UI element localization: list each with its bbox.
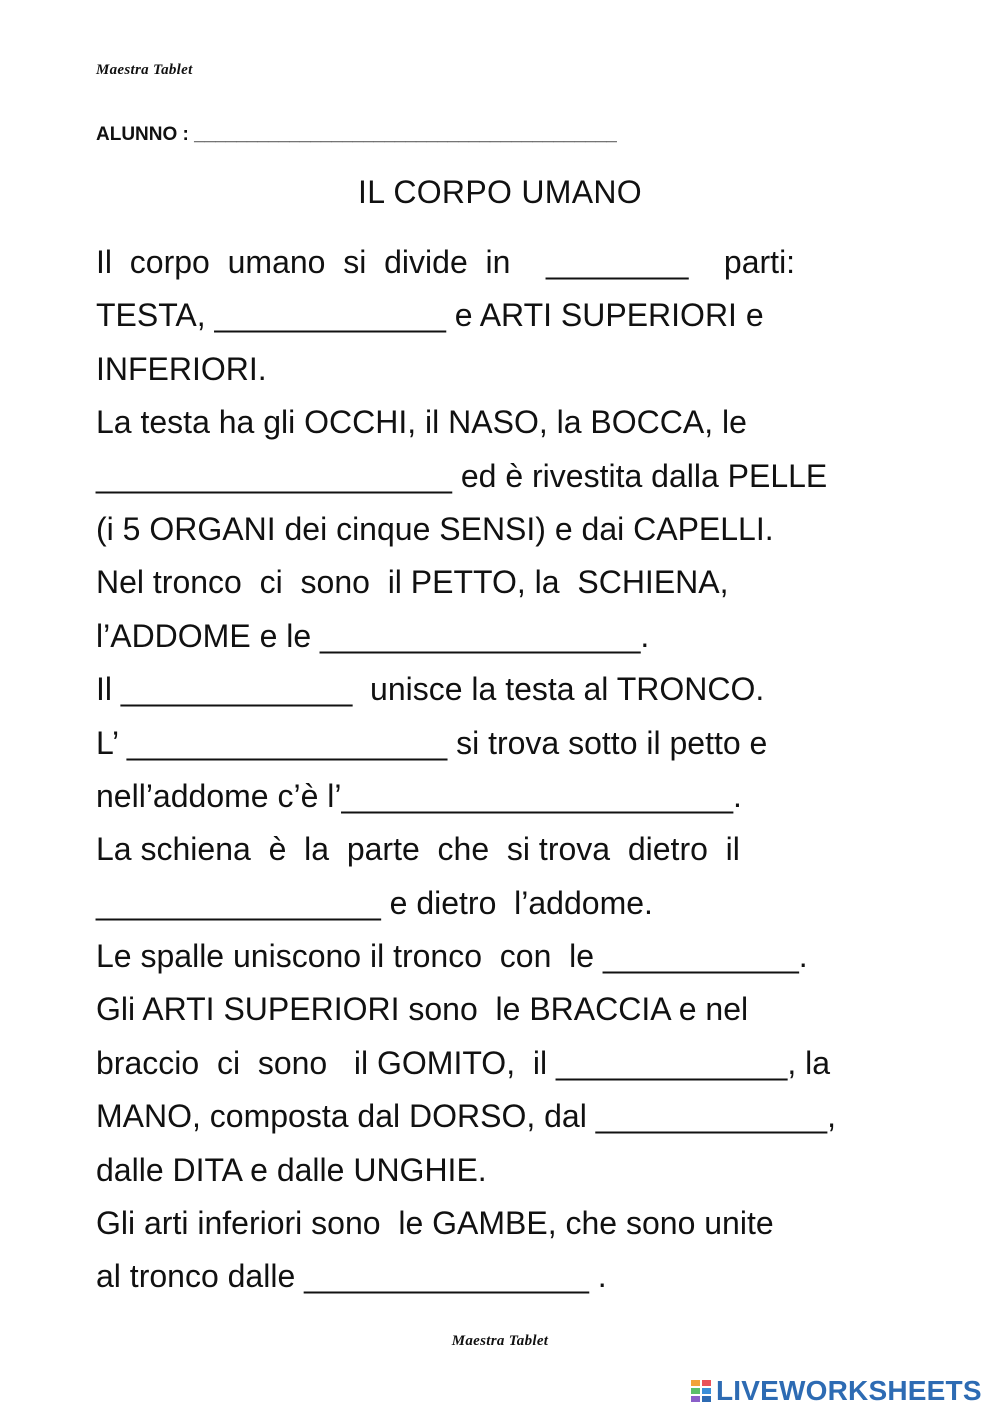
body-line: Gli arti inferiori sono le GAMBE, che sono unite: [96, 1205, 774, 1242]
student-label: ALUNNO :: [96, 124, 195, 145]
body-line: ________________ e dietro l’addome.: [96, 884, 653, 921]
body-line: INFERIORI.: [96, 350, 267, 387]
body-line: Gli ARTI SUPERIORI sono le BRACCIA e nel: [96, 991, 749, 1028]
body-line: TESTA, _____________ e ARTI SUPERIORI e: [96, 297, 764, 334]
body-line: Le spalle uniscono il tronco con le ___________.: [96, 938, 808, 975]
body-line: MANO, composta dal DORSO, dal _____________,: [96, 1098, 836, 1135]
body-line: La testa ha gli OCCHI, il NASO, la BOCCA, le: [96, 404, 747, 441]
body-line: Il corpo umano si divide in ________ parti:: [96, 244, 796, 280]
page-title: IL CORPO UMANO: [358, 174, 642, 210]
body-line: l’ADDOME e le __________________.: [96, 617, 650, 654]
body-line: braccio ci sono il GOMITO, il _____________, la: [96, 1044, 831, 1081]
body-line: Nel tronco ci sono il PETTO, la SCHIENA,: [96, 564, 729, 601]
student-name-blank[interactable]: ________________________________________: [194, 124, 617, 145]
liveworksheets-text: LIVEWORKSHEETS: [716, 1375, 982, 1406]
body-line: Il _____________ unisce la testa al TRONCO.: [96, 671, 765, 708]
body-line: ____________________ ed è rivestita dalla PELLE: [96, 457, 828, 494]
student-name-row: [96, 124, 617, 146]
worksheet-body: [96, 236, 916, 1304]
body-line: L’ __________________ si trova sotto il petto e: [96, 724, 768, 761]
body-line: nell’addome c’è l’______________________.: [96, 777, 742, 814]
body-line: al tronco dalle ________________ .: [96, 1258, 607, 1295]
body-line: La schiena è la parte che si trova dietro il: [96, 831, 740, 868]
liveworksheets-watermark: [690, 1376, 982, 1406]
liveworksheets-logo-icon: [690, 1378, 714, 1404]
body-line: dalle DITA e dalle UNGHIE.: [96, 1151, 487, 1188]
footer-brand: Maestra Tablet: [451, 1333, 549, 1349]
body-line: (i 5 ORGANI dei cinque SENSI) e dai CAPELLI.: [96, 510, 774, 547]
header-brand: Maestra Tablet: [96, 62, 193, 78]
